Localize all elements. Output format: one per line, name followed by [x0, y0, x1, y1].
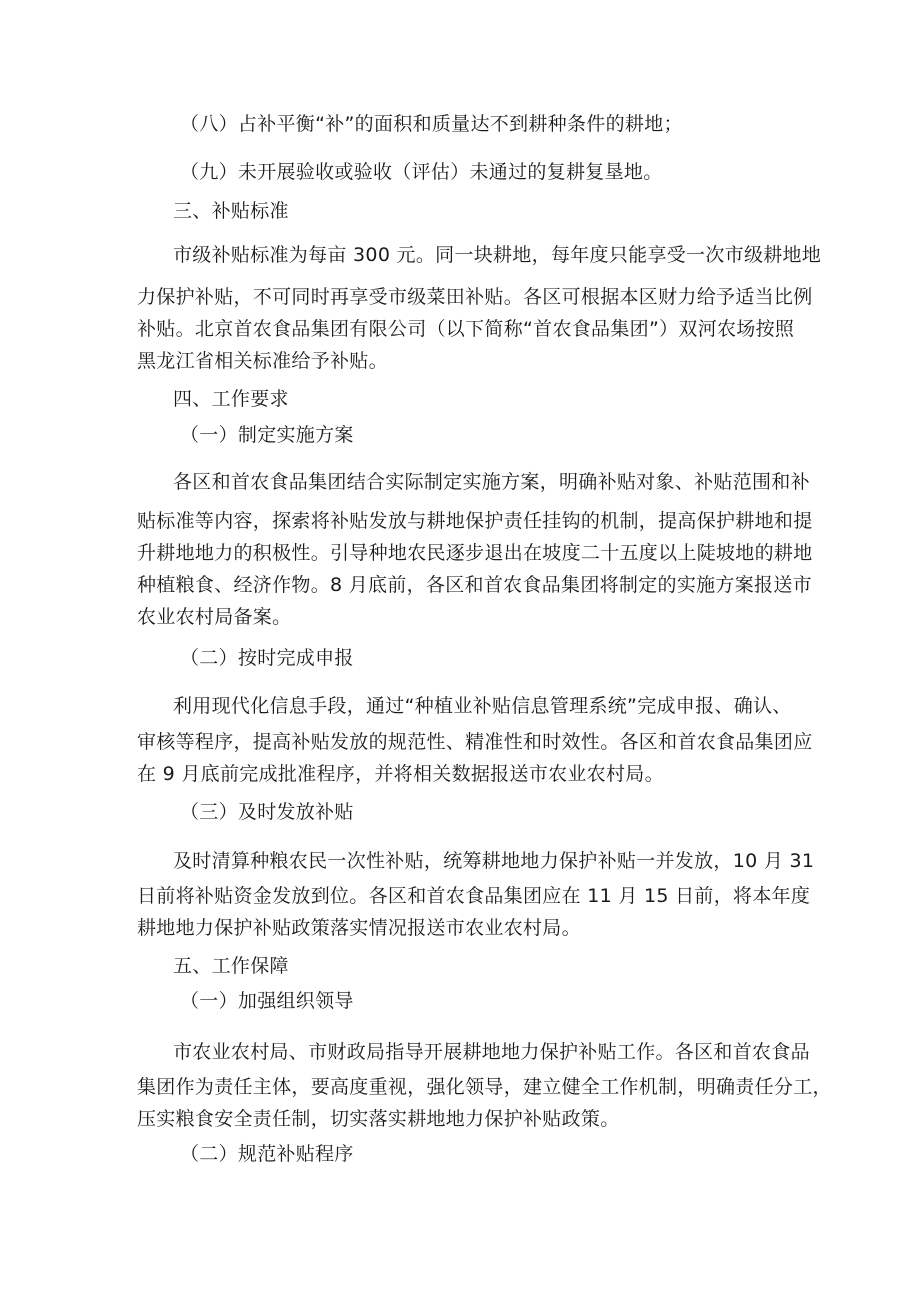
subsection-5-1-heading: （一）加强组织领导	[180, 990, 354, 1012]
paragraph-line: 黑龙江省相关标准给予补贴。	[137, 350, 388, 372]
paragraph-line: 审核等程序，提高补贴发放的规范性、精准性和时效性。各区和首农食品集团应	[137, 731, 813, 753]
paragraph-line: 在 9 月底前完成批准程序，并将相关数据报送市农业农村局。	[137, 763, 664, 785]
paragraph-line: 贴标准等内容，探索将补贴发放与耕地保护责任挂钩的机制，提高保护耕地和提	[137, 510, 813, 532]
paragraph-line: 升耕地地力的积极性。引导种地农民逐步退出在坡度二十五度以上陡坡地的耕地	[137, 542, 813, 564]
paragraph-line: 农业农村局备案。	[137, 606, 292, 628]
paragraph-line: 各区和首农食品集团结合实际制定实施方案，明确补贴对象、补贴范围和补	[173, 471, 810, 493]
item-nine: （九）未开展验收或验收（评估）未通过的复耕复垦地。	[180, 161, 663, 183]
paragraph-line: 及时清算种粮农民一次性补贴，统筹耕地地力保护补贴一并发放，10 月 31	[173, 850, 815, 872]
subsection-5-2-heading: （二）规范补贴程序	[180, 1143, 354, 1165]
paragraph-line: 力保护补贴，不可同时再享受市级菜田补贴。各区可根据本区财力给予适当比例	[137, 286, 813, 308]
paragraph-line: 耕地地力保护补贴政策落实情况报送市农业农村局。	[137, 917, 581, 939]
section-5-heading: 五、工作保障	[173, 955, 289, 977]
subsection-4-1-heading: （一）制定实施方案	[180, 424, 354, 446]
paragraph-line: 种植粮食、经济作物。8 月底前，各区和首农食品集团将制定的实施方案报送市	[137, 574, 812, 596]
subsection-4-3-heading: （三）及时发放补贴	[180, 801, 354, 823]
paragraph-line: 压实粮食安全责任制，切实落实耕地地力保护补贴政策。	[137, 1108, 620, 1130]
item-eight: （八）占补平衡“补”的面积和质量达不到耕种条件的耕地；	[180, 113, 683, 135]
section-3-heading: 三、补贴标准	[173, 200, 289, 222]
paragraph-line: 补贴。北京首农食品集团有限公司（以下简称“首农食品集团”）双河农场按照	[137, 318, 795, 340]
paragraph-line: 市级补贴标准为每亩 300 元。同一块耕地，每年度只能享受一次市级耕地地	[173, 244, 822, 266]
paragraph-line: 利用现代化信息手段，通过“种植业补贴信息管理系统”完成申报、确认、	[173, 695, 792, 717]
subsection-4-2-heading: （二）按时完成申报	[180, 647, 354, 669]
paragraph-line: 集团作为责任主体，要高度重视，强化领导，建立健全工作机制，明确责任分工，	[137, 1076, 832, 1098]
paragraph-line: 市农业农村局、市财政局指导开展耕地地力保护补贴工作。各区和首农食品	[173, 1041, 810, 1063]
paragraph-line: 日前将补贴资金发放到位。各区和首农食品集团应在 11 月 15 日前，将本年度	[137, 885, 811, 907]
section-4-heading: 四、工作要求	[173, 388, 289, 410]
